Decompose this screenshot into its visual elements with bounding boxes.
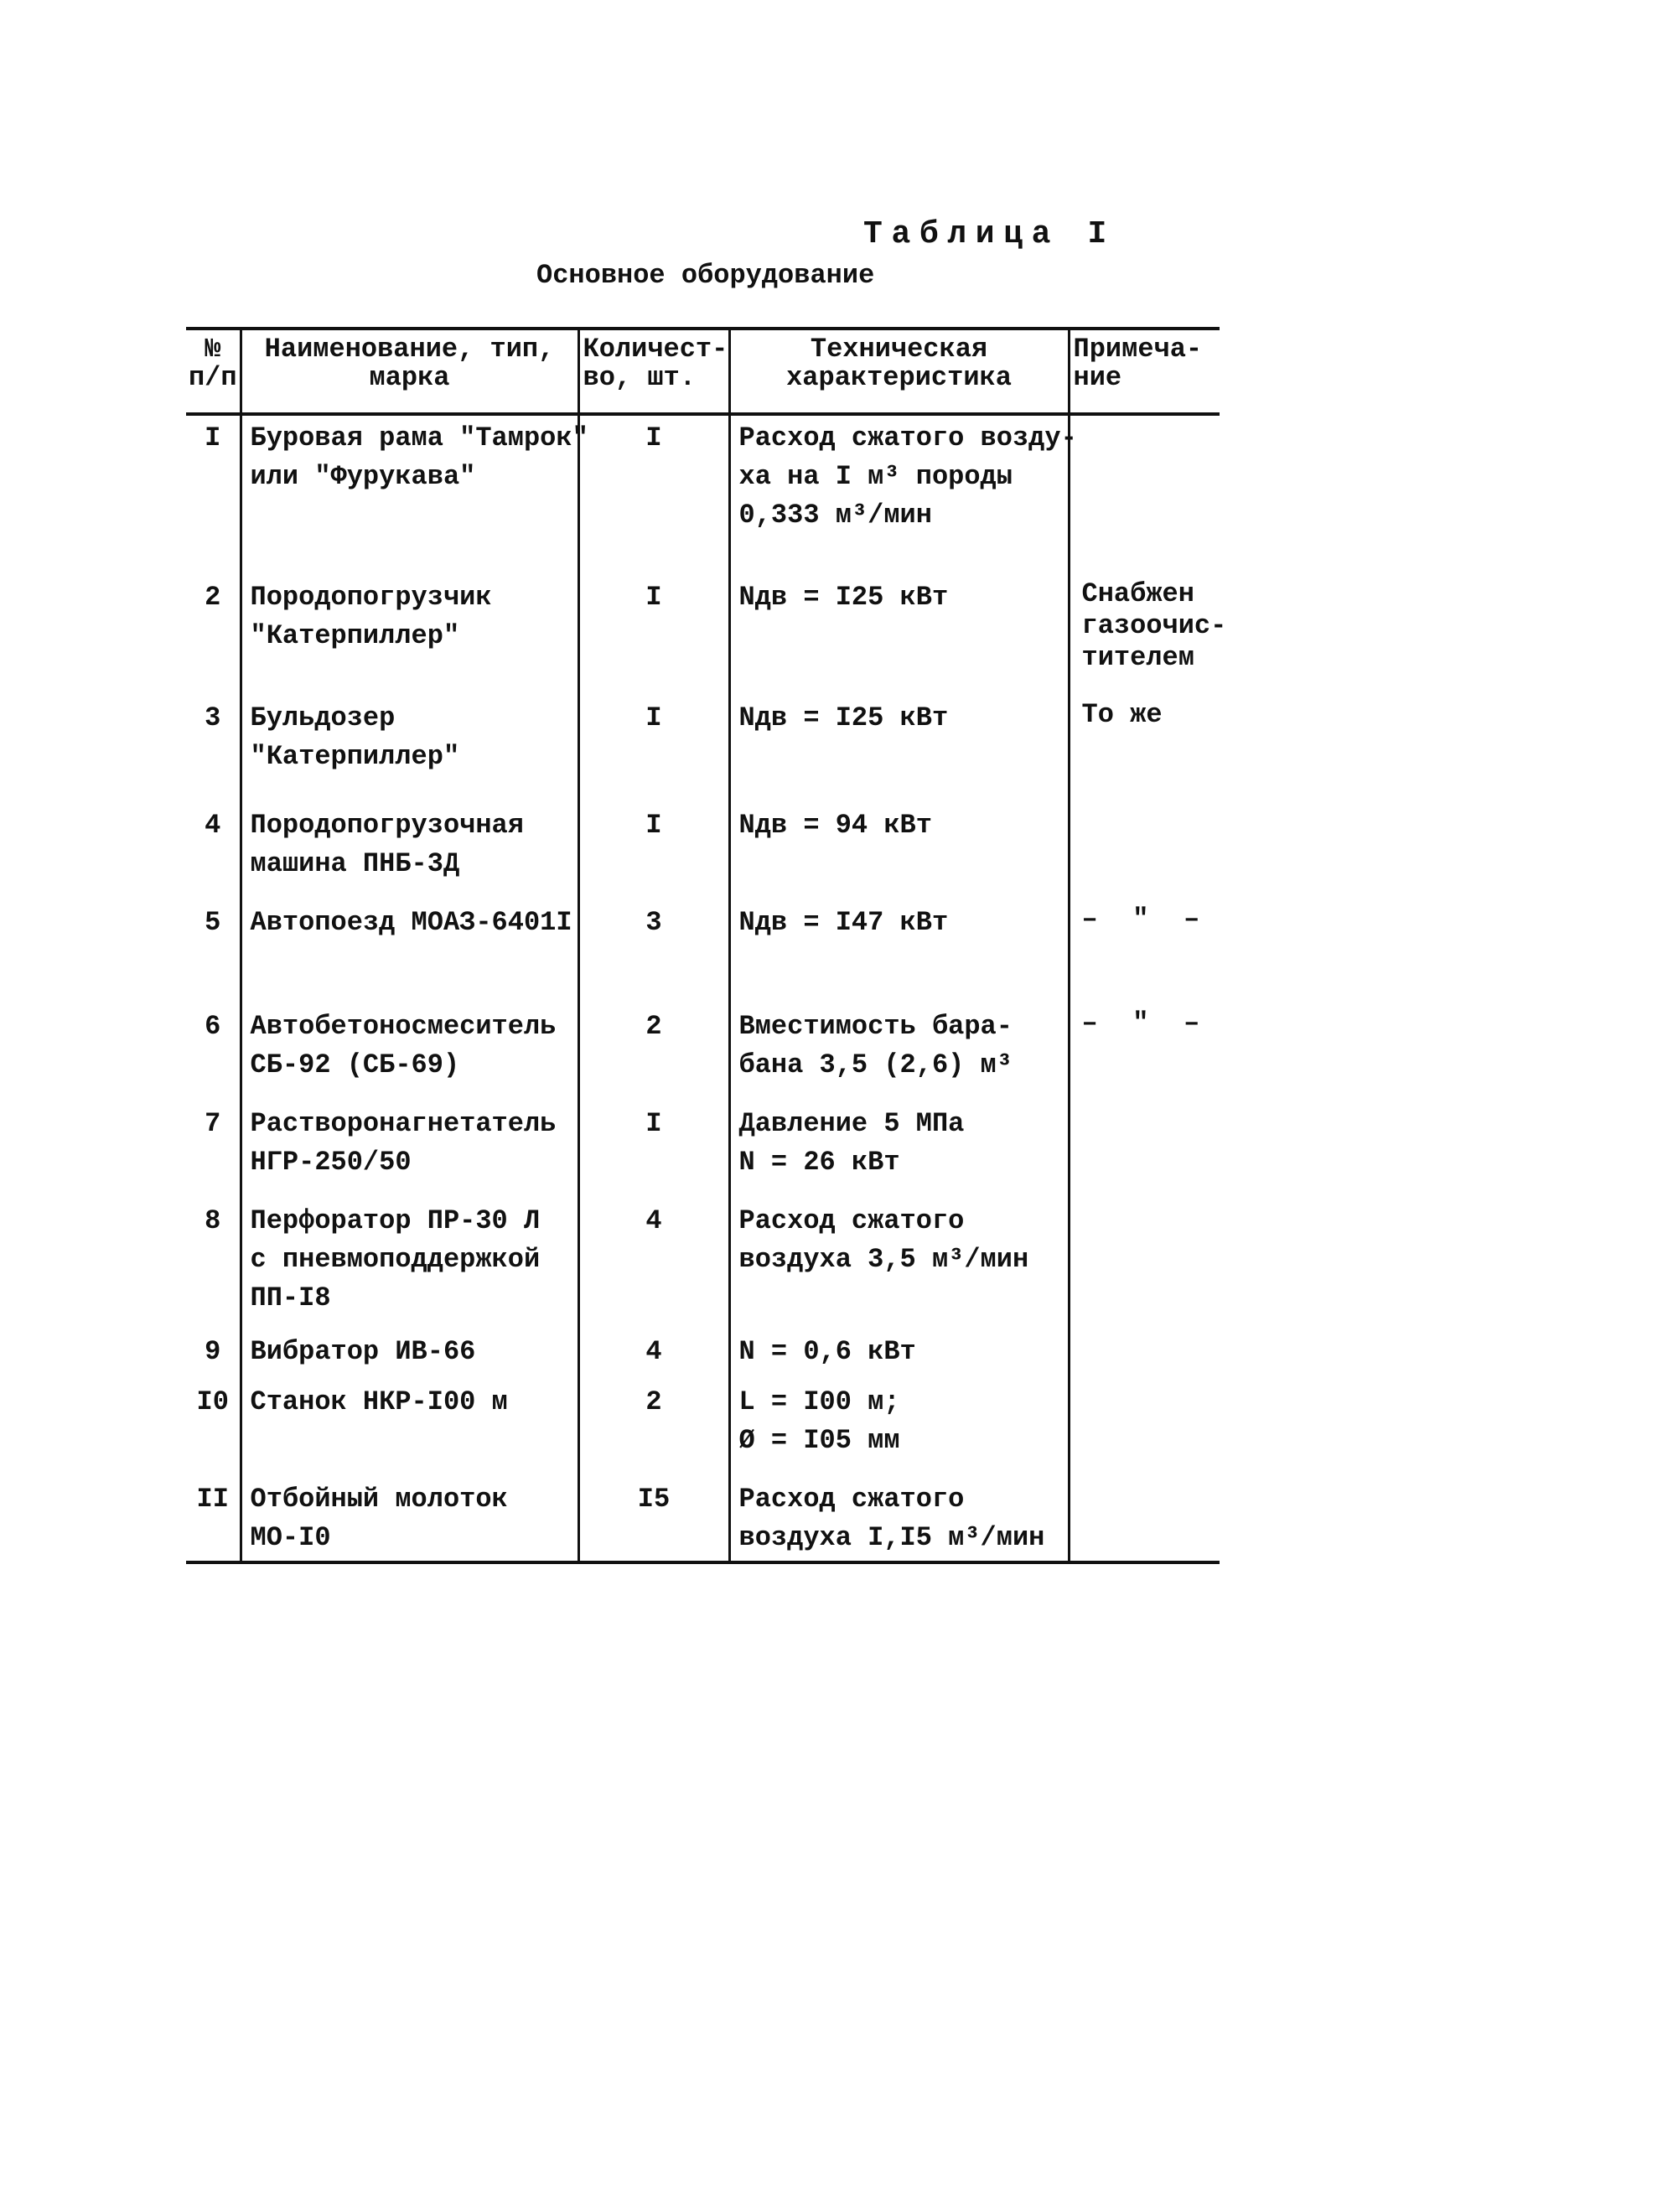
- row-characteristics-line: Nдв = I47 кВт: [738, 907, 949, 938]
- row-quantity: I: [578, 1101, 729, 1199]
- row-number: II: [196, 1484, 229, 1515]
- row-note-line: – " –: [1081, 904, 1209, 935]
- row-quantity: 4: [578, 1329, 729, 1380]
- header-num-line: п/п: [188, 361, 237, 393]
- row-quantity: I: [578, 696, 729, 803]
- row-name: [241, 1329, 578, 1380]
- table-row: [186, 696, 1220, 803]
- row-name-line: Автопоезд МОАЗ-6401I: [250, 907, 572, 938]
- row-characteristics: [729, 1199, 1069, 1329]
- row-name-line: ПП-I8: [250, 1282, 331, 1313]
- row-characteristics-line: ха на I м³ породы: [738, 461, 1013, 492]
- row-name: [241, 1101, 578, 1199]
- row-number: 8: [205, 1205, 221, 1236]
- row-quantity: 2: [578, 1004, 729, 1101]
- header-note-line: Примеча-: [1073, 334, 1203, 365]
- header-characteristics: [729, 329, 1069, 414]
- row-name-line: Породопогрузчик: [250, 582, 492, 613]
- row-characteristics-line: Nдв = I25 кВт: [738, 582, 949, 613]
- row-number: 2: [205, 582, 221, 613]
- row-number: 3: [205, 702, 221, 733]
- row-characteristics-line: воздуха I,I5 м³/мин: [738, 1522, 1045, 1553]
- table-row: [186, 803, 1220, 900]
- row-characteristics: [729, 900, 1069, 1004]
- row-name-line: Буровая рама "Тамрок": [250, 422, 588, 453]
- row-quantity: I: [578, 575, 729, 696]
- row-name-line: Бульдозер: [250, 702, 396, 733]
- row-name-line: Породопогрузочная: [250, 810, 524, 841]
- row-note: [1069, 1004, 1220, 1101]
- row-note-line: То же: [1081, 699, 1163, 730]
- row-characteristics-line: Nдв = 94 кВт: [738, 810, 932, 841]
- row-name-line: НГР-250/50: [250, 1147, 412, 1178]
- table-row: [186, 414, 1220, 575]
- row-name-line: "Катерпиллер": [250, 620, 460, 651]
- header-quantity-line: во, шт.: [583, 361, 696, 393]
- row-number: 7: [205, 1108, 221, 1139]
- table-title: Основное оборудование: [536, 260, 875, 291]
- row-characteristics: [729, 414, 1077, 575]
- row-characteristics-line: Расход сжатого возду-: [738, 422, 1077, 453]
- row-note: [1069, 803, 1220, 900]
- row-note: [1069, 1380, 1220, 1477]
- row-name-line: Перфоратор ПР-30 Л: [250, 1205, 541, 1236]
- row-note-line: тителем: [1081, 642, 1194, 673]
- row-characteristics: [729, 1329, 1069, 1380]
- row-name-line: Отбойный молоток: [250, 1484, 508, 1515]
- row-note: [1069, 696, 1220, 803]
- row-note: [1069, 1199, 1220, 1329]
- row-name-line: с пневмоподдержкой: [250, 1244, 541, 1275]
- row-characteristics-line: Вместимость бара-: [738, 1011, 1013, 1042]
- header-quantity-line: Количест-: [583, 334, 728, 365]
- table-caption: Таблица I: [863, 216, 1116, 252]
- row-characteristics-line: бана 3,5 (2,6) м³: [738, 1049, 1013, 1080]
- row-characteristics: [729, 1004, 1069, 1101]
- row-name: [241, 803, 578, 900]
- row-name-line: СБ-92 (СБ-69): [250, 1049, 460, 1080]
- table-row: [186, 900, 1220, 1004]
- row-quantity: 4: [578, 1199, 729, 1329]
- row-note-line: газоочис-: [1081, 610, 1227, 641]
- table-row: [186, 1101, 1220, 1199]
- header-quantity: [578, 329, 729, 414]
- row-name: [241, 900, 578, 1004]
- row-characteristics-line: N = 26 кВт: [738, 1147, 900, 1178]
- row-quantity: 2: [578, 1380, 729, 1477]
- row-characteristics: [729, 696, 1069, 803]
- row-name-line: "Катерпиллер": [250, 741, 460, 772]
- header-name: [241, 329, 578, 414]
- row-note: [1069, 414, 1220, 575]
- row-characteristics-line: N = 0,6 кВт: [738, 1336, 916, 1367]
- row-name: [241, 1380, 578, 1477]
- row-characteristics-line: Давление 5 МПа: [738, 1108, 965, 1139]
- row-name-line: Автобетоносмеситель: [250, 1011, 557, 1042]
- row-name: [241, 1199, 578, 1329]
- row-name-line: Растворонагнетатель: [250, 1108, 557, 1139]
- row-note: [1069, 1329, 1220, 1380]
- table-row: [186, 1329, 1220, 1380]
- row-name-line: Станок НКР-I00 м: [250, 1386, 508, 1417]
- header-row: [186, 329, 1220, 414]
- row-number: 9: [205, 1336, 221, 1367]
- row-characteristics-line: Ø = I05 мм: [738, 1425, 900, 1456]
- table-row: [186, 1477, 1220, 1562]
- row-name: [241, 696, 578, 803]
- row-number: 6: [205, 1011, 221, 1042]
- header-num: [186, 329, 241, 414]
- table-header: [186, 329, 1220, 414]
- row-characteristics-line: L = I00 м;: [738, 1386, 900, 1417]
- row-note: [1069, 575, 1227, 696]
- equipment-table-container: [186, 327, 1227, 1564]
- row-characteristics: [729, 1477, 1069, 1562]
- equipment-table: [186, 327, 1227, 1564]
- row-characteristics: [729, 575, 1069, 696]
- row-name-line: Вибратор ИВ-66: [250, 1336, 476, 1367]
- row-quantity: I: [578, 803, 729, 900]
- row-note-line: – " –: [1081, 1008, 1209, 1039]
- table-row: [186, 575, 1220, 696]
- row-number: I: [205, 422, 221, 453]
- header-note-line: ние: [1073, 361, 1122, 393]
- header-note: [1069, 329, 1220, 414]
- row-quantity: 3: [578, 900, 729, 1004]
- header-characteristics-line: Техническая: [810, 334, 988, 365]
- row-name: [241, 414, 588, 575]
- row-characteristics: [729, 1380, 1069, 1477]
- row-name-line: или "Фурукава": [250, 461, 476, 492]
- row-quantity: I: [578, 414, 729, 575]
- table-row: [186, 1004, 1220, 1101]
- row-characteristics-line: воздуха 3,5 м³/мин: [738, 1244, 1029, 1275]
- row-name-line: МО-I0: [250, 1522, 331, 1553]
- row-note: [1069, 1101, 1220, 1199]
- row-note-line: Снабжен: [1081, 578, 1194, 609]
- row-name: [241, 1477, 578, 1562]
- header-characteristics-line: характеристика: [786, 361, 1012, 393]
- row-quantity: I5: [578, 1477, 729, 1562]
- row-characteristics: [729, 1101, 1069, 1199]
- row-number: 5: [205, 907, 221, 938]
- table-row: [186, 1380, 1220, 1477]
- row-number: I0: [196, 1386, 229, 1417]
- row-number: 4: [205, 810, 221, 841]
- row-characteristics-line: Расход сжатого: [738, 1484, 965, 1515]
- row-note: [1069, 900, 1220, 1004]
- row-note: [1069, 1477, 1220, 1562]
- row-name: [241, 1004, 578, 1101]
- table-body: [186, 414, 1227, 1562]
- row-characteristics: [729, 803, 1069, 900]
- row-characteristics-line: 0,333 м³/мин: [738, 500, 932, 531]
- header-num-line: №: [205, 334, 221, 365]
- header-name-line: марка: [369, 361, 450, 393]
- row-characteristics-line: Расход сжатого: [738, 1205, 965, 1236]
- header-name-line: Наименование, тип,: [264, 334, 555, 365]
- row-characteristics-line: Nдв = I25 кВт: [738, 702, 949, 733]
- row-name: [241, 575, 578, 696]
- table-row: [186, 1199, 1220, 1329]
- row-name-line: машина ПНБ-3Д: [250, 848, 460, 879]
